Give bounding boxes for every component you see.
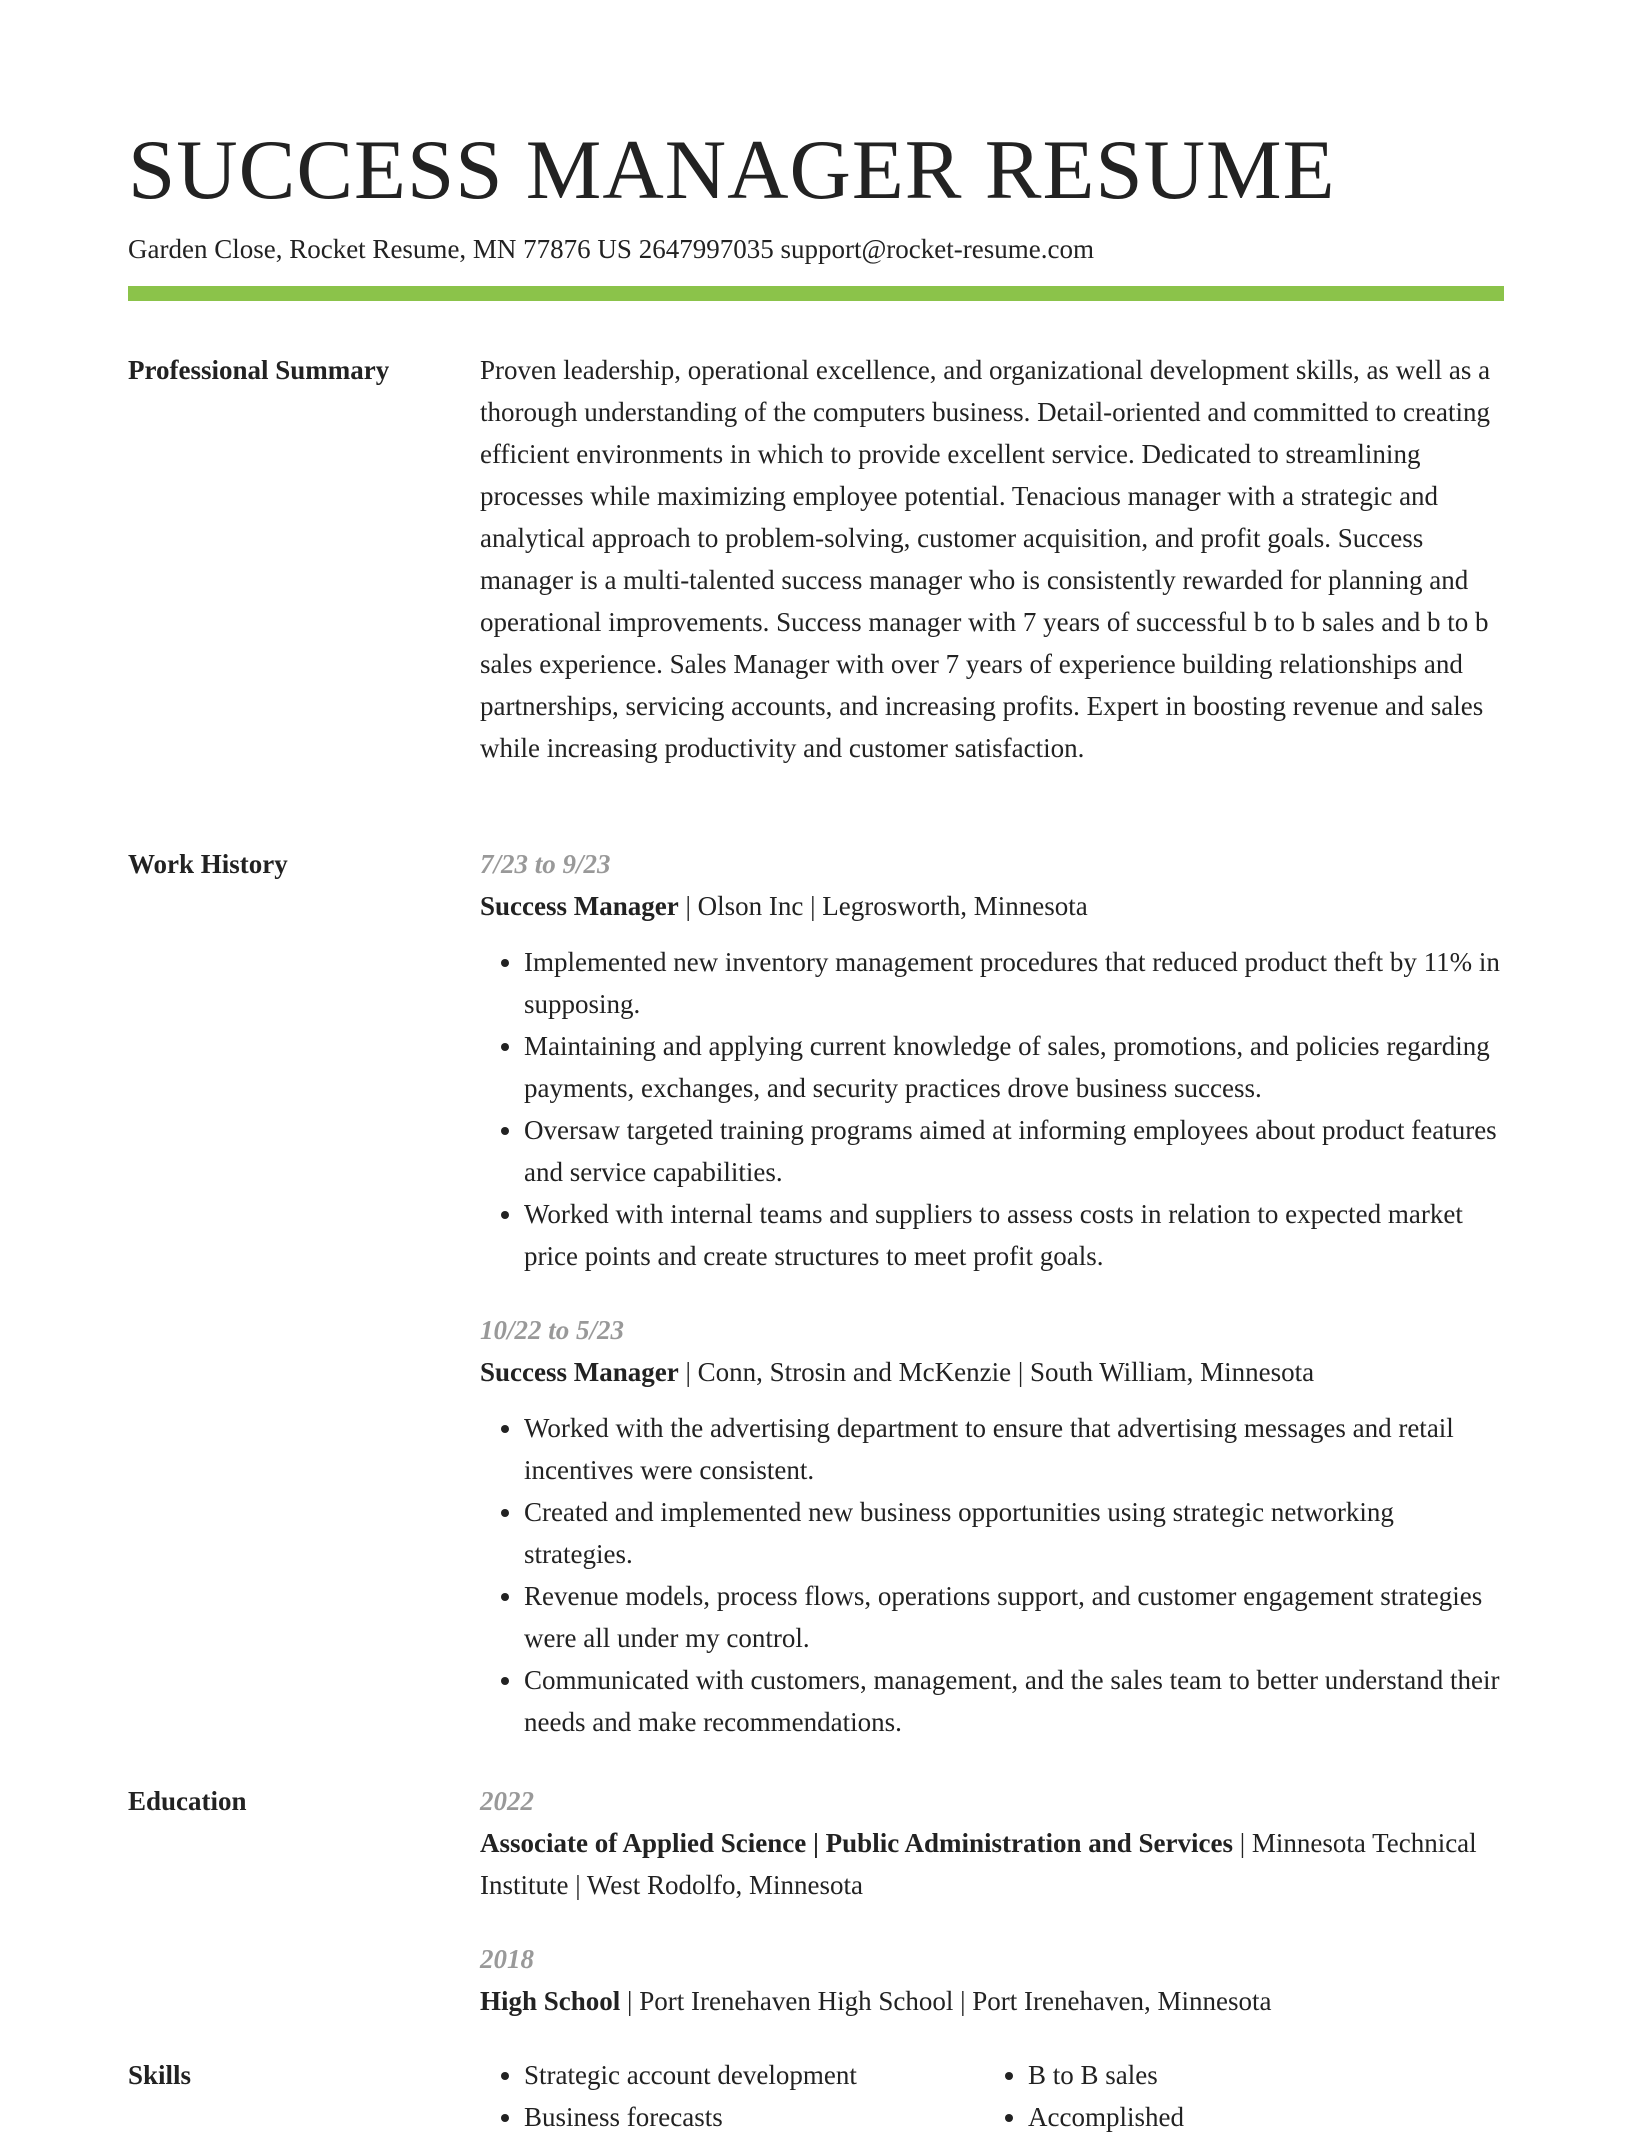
summary-label: Professional Summary (128, 355, 390, 385)
job-role (480, 1351, 1504, 1393)
skill-item: • Strategic account development (524, 2054, 984, 2096)
work-history-label: Work History (128, 849, 288, 879)
job-dates: 7/23 to 9/23 (480, 849, 611, 879)
skills-list-left (480, 2054, 984, 2138)
education-label: Education (128, 1786, 247, 1816)
skill-item: • B to B sales (1028, 2054, 1488, 2096)
job-title: Success Manager (480, 891, 679, 921)
job-entry (480, 1309, 1504, 1743)
skill-item: • Business forecasts (524, 2096, 984, 2138)
job-bullet: • Implemented new inventory management procedures that reduced product theft by 11% in supposing. (524, 941, 1504, 1025)
resume-title: SUCCESS MANAGER RESUME (128, 123, 1336, 217)
job-bullet: • Communicated with customers, management, and the sales team to better understand their needs and make recommendations. (524, 1659, 1504, 1743)
job-bullet: • Worked with internal teams and suppliers to assess costs in relation to expected market price points and create structures to meet profit goals. (524, 1193, 1504, 1277)
job-bullets (480, 1407, 1504, 1743)
job-dates: 10/22 to 5/23 (480, 1315, 625, 1345)
education-year: 2018 (480, 1944, 534, 1974)
contact-line: Garden Close, Rocket Resume, MN 77876 US 2647997035 support@rocket-resume.com (128, 234, 1094, 264)
job-bullet: • Revenue models, process flows, operations support, and customer engagement strategies were all under my control. (524, 1575, 1504, 1659)
job-role (480, 885, 1504, 927)
education-degree: Associate of Applied Science | Public Administration and Services (480, 1828, 1233, 1858)
education-details: | Minnesota Technical Institute | West Rodolfo, Minnesota (480, 1828, 1477, 1900)
skills-columns (480, 2054, 1504, 2138)
header-accent-rule (128, 286, 1504, 301)
education-degree: High School (480, 1986, 621, 2016)
education-details: | Port Irenehaven High School | Port Irenehaven, Minnesota (620, 1986, 1272, 2016)
job-bullet: • Created and implemented new business opportunities using strategic networking strategies. (524, 1491, 1504, 1575)
education-entry (480, 1938, 1504, 2022)
job-entry (480, 843, 1504, 1277)
skills-label: Skills (128, 2060, 192, 2090)
summary-text: Proven leadership, operational excellence, and organizational development skills, as well as a thorough understanding of the computers business. Detail-oriented and committed to creating efficient environments in which to provide excellent service. Dedicated to streamlining processes while maximizing employee potential. Tenacious manager with a strategic and analytical approach to problem-solving, customer acquisition, and profit goals. Success manager is a multi-talented success manager who is consistently rewarded for planning and operational improvements. Success manager with 7 years of successful b to b sales and b to b sales experience. Sales Manager with over 7 years of experience building relationships and partnerships, servicing accounts, and increasing profits. Expert in boosting revenue and sales while increasing productivity and customer satisfaction. (480, 355, 1491, 763)
education-year: 2022 (480, 1786, 534, 1816)
job-details: | Conn, Strosin and McKenzie | South William, Minnesota (678, 1357, 1315, 1387)
job-title: Success Manager (480, 1357, 679, 1387)
job-bullets (480, 941, 1504, 1277)
skill-item: • Accomplished (1028, 2096, 1488, 2138)
work-history-body (480, 843, 1504, 1743)
skills-list-right (984, 2054, 1488, 2138)
education-degree-line (480, 1980, 1504, 2022)
job-bullet: • Maintaining and applying current knowledge of sales, promotions, and policies regarding payments, exchanges, and security practices drove business success. (524, 1025, 1504, 1109)
education-body (480, 1780, 1504, 2022)
job-bullet: • Oversaw targeted training programs aimed at informing employees about product features and service capabilities. (524, 1109, 1504, 1193)
education-degree-line (480, 1822, 1504, 1906)
job-details: | Olson Inc | Legrosworth, Minnesota (678, 891, 1088, 921)
summary-body (480, 349, 1504, 769)
education-entry (480, 1780, 1504, 1906)
skills-body (480, 2054, 1504, 2138)
job-bullet: • Worked with the advertising department to ensure that advertising messages and retail incentives were consistent. (524, 1407, 1504, 1491)
